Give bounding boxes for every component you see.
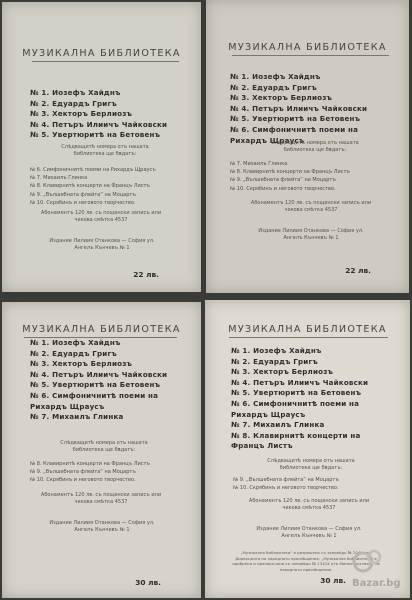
book-item: № 6. Симфоничнитѣ поеми на Рихардъ Щраусъ: [231, 398, 360, 419]
series-title: МУЗИКАЛНА БИБЛИОТЕКА: [22, 324, 181, 335]
book-list: [230, 72, 390, 146]
back-cover-bottom-right: [205, 300, 410, 598]
back-cover-bottom-left: [2, 302, 201, 598]
subscription-info: Абонаментъ 120 лв. съ пощенски записъ или чекова смѣтка 4537: [40, 210, 162, 224]
book-list: [30, 338, 188, 423]
series-title: МУЗИКАЛНА БИБЛИОТЕКА: [22, 48, 181, 59]
forthcoming-item: № 9. „Вълшебната флейта“ на Моцартъ: [30, 469, 136, 476]
forthcoming-item: № 8. Клавирнитѣ концерти на Францъ Листъ: [230, 169, 350, 176]
forthcoming-list: [30, 166, 156, 207]
price: 22 лв.: [133, 270, 159, 279]
publisher-info: Издание Лилиия Отанкова — София ул. Ангелъ Кънчевъ № 1: [256, 526, 362, 540]
book-item: № 2. Едуардъ Григъ: [230, 82, 317, 92]
bazar-logo-watermark: [348, 546, 404, 592]
forthcoming-item: № 9. „Вълшебната флейта“ на Моцартъ: [30, 191, 136, 198]
book-list: [30, 88, 167, 141]
forthcoming-note: Слѣдващитѣ номера отъ нашата библиотека ще бѫдатъ:: [61, 144, 149, 157]
book-item: № 3. Хекторъ Берлиозъ: [230, 93, 333, 103]
forthcoming-list: [230, 160, 350, 193]
forthcoming-item: № 10. Скрябинъ и неговото творчество.: [30, 199, 136, 206]
forthcoming-list: [30, 460, 150, 485]
book-item: № 5. Увертюритѣ на Бетовенъ: [30, 130, 161, 140]
price: 22 лв.: [345, 266, 371, 275]
book-item: № 2. Едуардъ Григъ: [30, 98, 117, 108]
book-item: № 2. Едуардъ Григъ: [231, 356, 318, 366]
forthcoming-note: Слѣдващитѣ номера отъ нашата библиотека ще бѫдатъ:: [271, 140, 359, 153]
forthcoming-item: № 10. Скрябинъ и неговото творчество.: [233, 485, 339, 492]
stamp-text: Bazar.bg: [352, 578, 401, 589]
series-title: МУЗИКАЛНА БИБЛИОТЕКА: [228, 324, 387, 335]
book-item: № 4. Петъръ Илиичъ Чайковски: [230, 103, 368, 113]
title-rule: [232, 55, 389, 56]
subscription-info: Абонаментъ 120 лв. съ пощенски записъ или чекова смѣтка 4537: [40, 492, 162, 506]
forthcoming-note: Слѣдващитѣ номера отъ нашата библиотека ще бѫдатъ:: [267, 458, 355, 471]
back-cover-top-right: [206, 0, 409, 293]
book-item: № 2. Едуардъ Григъ: [30, 348, 117, 358]
book-item: № 1. Иозефъ Хайднъ: [231, 346, 322, 355]
title-rule: [32, 61, 179, 62]
book-item: № 4. Петъръ Илиичъ Чайковски: [30, 369, 168, 379]
book-list: [231, 346, 395, 452]
book-item: № 5. Увертюритѣ на Бетовенъ: [30, 380, 161, 390]
price: 30 лв.: [135, 578, 161, 587]
book-item: № 7. Михаилъ Глинка: [231, 420, 325, 430]
book-item: № 3. Хекторъ Берлиозъ: [30, 359, 133, 369]
forthcoming-item: № 10. Скрябинъ и неговото творчество.: [30, 477, 136, 484]
book-item: № 1. Иозефъ Хайднъ: [30, 88, 121, 97]
book-item: № 4. Петъръ Илиичъ Чайковски: [30, 119, 168, 129]
forthcoming-item: № 9. „Вълшебната флейта“ на Моцартъ: [233, 477, 339, 483]
back-cover-top-left: [2, 2, 201, 292]
forthcoming-item: № 9. „Вълшебната флейта“ на Моцартъ: [230, 177, 336, 184]
book-item: № 8. Клавирнитѣ концерти на Францъ Листъ: [231, 430, 361, 451]
book-item: № 3. Хекторъ Берлиозъ: [30, 109, 133, 119]
book-item: № 3. Хекторъ Берлиозъ: [231, 367, 334, 377]
book-item: № 6. Симфоничнитѣ поеми на Рихардъ Щраусъ: [230, 124, 359, 145]
forthcoming-note: Слѣдващитѣ номера отъ нашата библиотека ще бѫдатъ:: [60, 440, 148, 453]
book-item: № 7. Михаилъ Глинка: [30, 412, 124, 422]
book-item: № 1. Иозефъ Хайднъ: [30, 338, 121, 347]
forthcoming-item: № 7. Михаилъ Глинка: [230, 161, 288, 167]
forthcoming-item: № 7. Михаилъ Глинка: [30, 175, 88, 182]
subscription-info: Абонаментъ 120 лв. съ пощенски записъ или чекова смѣтка 4537: [250, 200, 372, 214]
fine-print: „Музикална библиотека“ е разрешена съ заповѣдь № 2048 отъ Дирекцията на народното просвѣщение. „Музикална библиотека“ е одобрена и препоръчана съ заповѣдь № 13414 отъ Министерството на народното просвѣщение.: [232, 550, 380, 572]
publisher-info: Издание Лилиия Отанкова — София ул. Ангелъ Кънчевъ № 1: [258, 228, 364, 242]
book-item: № 4. Петъръ Илиичъ Чайковски: [231, 377, 369, 387]
book-item: № 6. Симфоничнитѣ поеми на Рихардъ Щраусъ: [30, 390, 159, 411]
subscription-info: Абонаментъ 120 лв. съ пощенски записъ или чекова смѣтка 4537: [248, 498, 370, 512]
title-rule: [229, 337, 388, 338]
forthcoming-list: [233, 476, 339, 492]
forthcoming-item: № 8. Клавирнитѣ концерти на Францъ Листъ: [30, 461, 150, 467]
publisher-info: Издание Лилиия Отанкова — София ул. Ангелъ Кънчевъ № 1: [49, 238, 155, 252]
price: 30 лв.: [320, 576, 346, 585]
forthcoming-item: № 6. Симфоничнитѣ поеми на Рихардъ Щраусъ: [30, 167, 156, 173]
forthcoming-item: № 10. Скрябинъ и неговото творчество.: [230, 185, 336, 192]
book-item: № 5. Увертюритѣ на Бетовенъ: [230, 114, 361, 124]
series-title: МУЗИКАЛНА БИБЛИОТЕКА: [228, 42, 387, 53]
book-item: № 5. Увертюритѣ на Бетовенъ: [231, 388, 362, 398]
publisher-info: Издание Лилиия Отанкова — София ул. Ангелъ Кънчевъ № 1: [49, 520, 155, 534]
book-item: № 1. Иозефъ Хайднъ: [230, 72, 321, 81]
forthcoming-item: № 8. Клавирнитѣ концерти на Францъ Листъ: [30, 183, 150, 190]
